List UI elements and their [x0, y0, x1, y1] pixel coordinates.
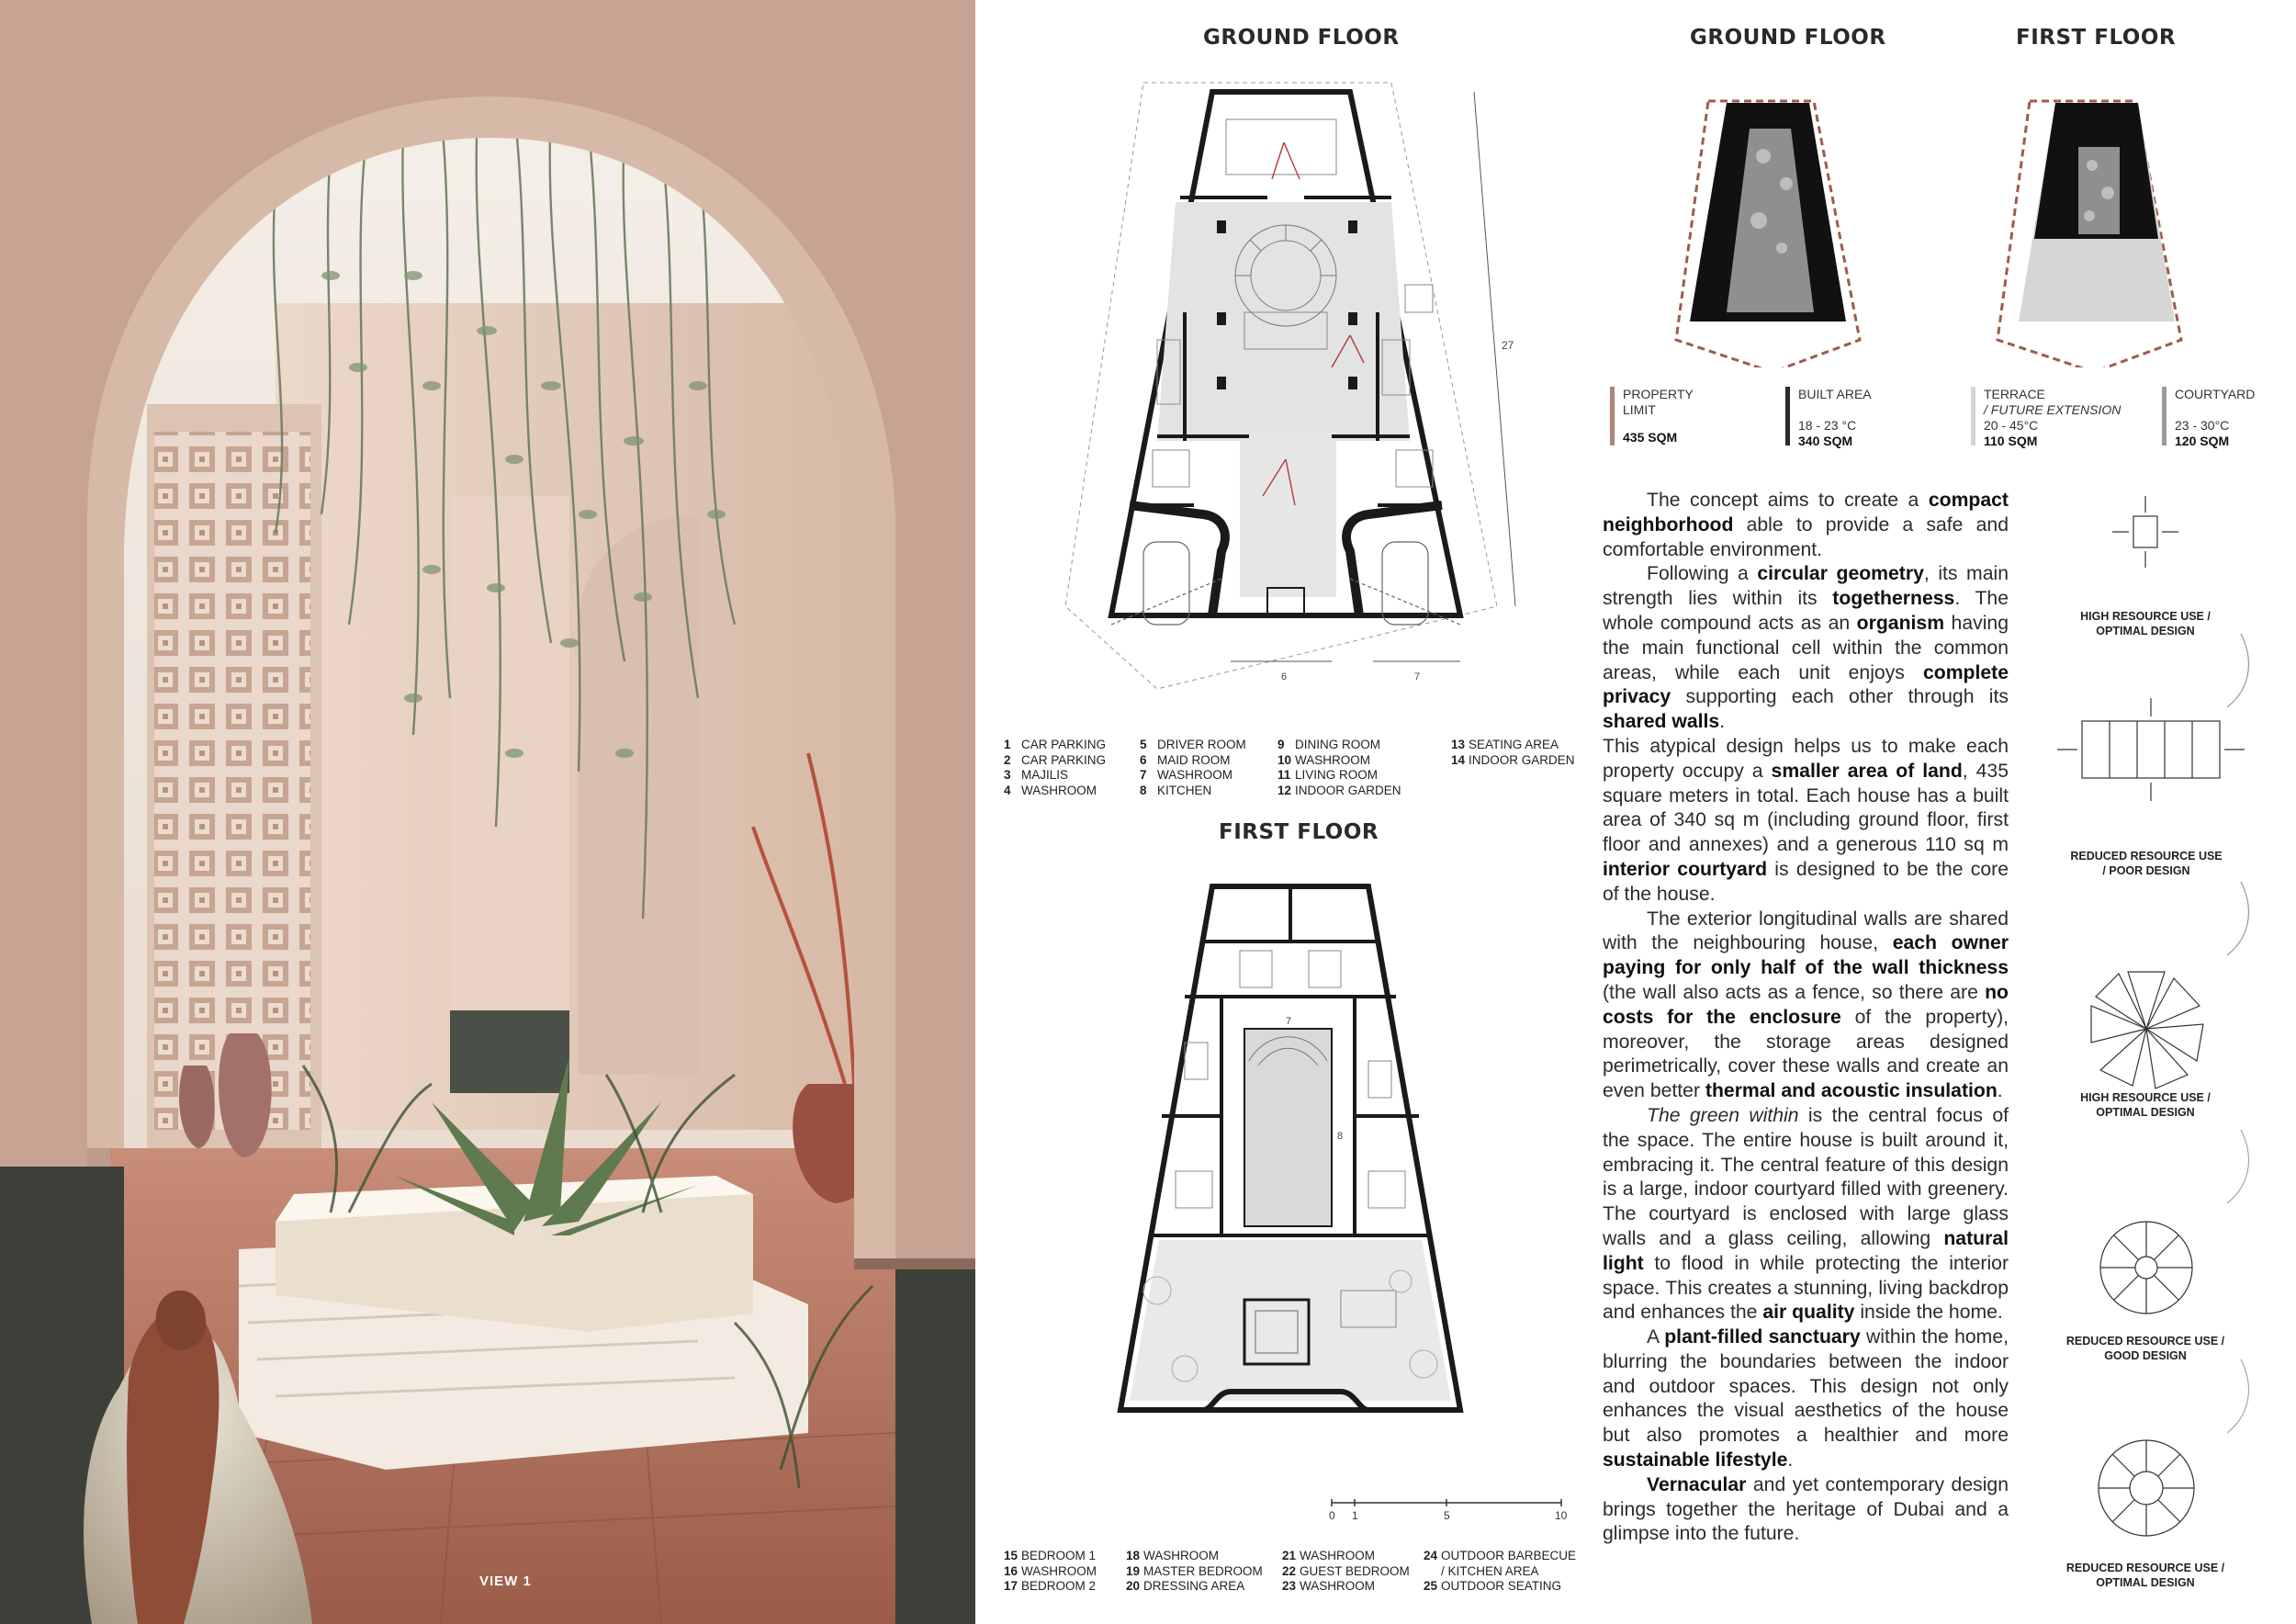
- legend-item: 1 CAR PARKING: [1004, 738, 1107, 751]
- zone-swatch: [1610, 387, 1615, 445]
- ground-floor-title: GROUND FLOOR: [1203, 26, 1400, 50]
- legend-item: 6 MAID ROOM: [1140, 752, 1231, 767]
- zoning-ground-diagram: [1671, 92, 1874, 367]
- view-label: VIEW 1: [479, 1573, 532, 1589]
- diagram-label: HIGH RESOURCE USE / OPTIMAL DESIGN: [2080, 610, 2211, 637]
- first-floor-title: FIRST FLOOR: [1219, 820, 1379, 844]
- legend-item: 12 INDOOR GARDEN: [1277, 783, 1401, 797]
- zoning-first-diagram: [1993, 92, 2195, 367]
- paragraph: Following a circular geometry, its main strength lies within its togetherness. The whole compound acts as an organism having the main functional cell within the common areas, while each unit enjoys complete privacy supporting each other through its shared walls.: [1603, 563, 2009, 733]
- legend-col-3: [1282, 1549, 1410, 1595]
- scale-tick: 5: [1444, 1509, 1450, 1522]
- diagram-label: REDUCED RESOURCE USE / GOOD DESIGN: [2065, 1335, 2225, 1362]
- legend-col-4: [1424, 1549, 1576, 1595]
- legend-item: 15 BEDROOM 1: [1004, 1549, 1097, 1562]
- paragraph: The exterior longitudinal walls are shared with the neighbouring house, each owner paying for only half of the wall thickness (the wall also acts as a fence, so there are no costs for the enclosure of the property), moreover, the storage areas designed perimetrically, cover these walls and create an even better thermal and acoustic insulation.: [1603, 908, 2009, 1102]
- dim-first-side: 8: [1337, 1131, 1344, 1142]
- zone-item-property: PROPERTY LIMIT 435 SQM: [1610, 387, 1694, 445]
- legend-item: 25 OUTDOOR SEATING: [1424, 1579, 1562, 1593]
- legend-col-2: [1140, 738, 1246, 798]
- legend-item: / KITCHEN AREA: [1441, 1563, 1539, 1578]
- legend-item: 14 INDOOR GARDEN: [1451, 752, 1575, 767]
- legend-item: 4 WASHROOM: [1004, 783, 1097, 797]
- zone-item-courtyard: COURTYARD 23 - 30°C 120 SQM: [2162, 387, 2255, 449]
- legend-item: 13 SEATING AREA: [1451, 738, 1559, 751]
- legend-item: 22 GUEST BEDROOM: [1282, 1563, 1410, 1578]
- zone-swatch: [2162, 387, 2167, 445]
- zone-item-built: BUILT AREA 18 - 23 °C 340 SQM: [1785, 387, 1872, 449]
- dim-width-a: 6: [1281, 671, 1288, 682]
- legend-item: 7 WASHROOM: [1140, 768, 1232, 782]
- legend-item: 21 WASHROOM: [1282, 1549, 1375, 1562]
- legend-item: 18 WASHROOM: [1126, 1549, 1219, 1562]
- ground-floor-plan: [1056, 64, 1534, 698]
- legend-col-3: [1277, 738, 1401, 798]
- zone-swatch: [1971, 387, 1975, 445]
- diagram-label: REDUCED RESOURCE USE / OPTIMAL DESIGN: [2065, 1562, 2225, 1589]
- zone-swatch: [1785, 387, 1790, 445]
- dim-width-b: 7: [1414, 671, 1421, 682]
- legend-item: 2 CAR PARKING: [1004, 752, 1107, 767]
- paragraph: The concept aims to create a compact neighborhood able to provide a safe and comfortable environment.: [1603, 490, 2009, 560]
- legend-item: 5 DRIVER ROOM: [1140, 738, 1246, 751]
- dim-first: 7: [1286, 1016, 1292, 1027]
- diagram-label: REDUCED RESOURCE USE / POOR DESIGN: [2070, 850, 2223, 877]
- paragraph: A plant-filled sanctuary within the home, blurring the boundaries between the indoor and outdoor spaces. This design not only enhances the visual aesthetics of the house but also promotes a healthier and more sustainable lifestyle.: [1603, 1326, 2009, 1472]
- scale-tick: 0: [1329, 1509, 1335, 1522]
- render-illustration: [0, 0, 975, 1624]
- legend-item: 19 MASTER BEDROOM: [1126, 1563, 1263, 1578]
- legend-item: 10 WASHROOM: [1277, 752, 1370, 767]
- legend-col-1: [1004, 1549, 1097, 1595]
- scale-tick: 1: [1352, 1509, 1358, 1522]
- first-floor-plan: [1075, 877, 1488, 1447]
- concept-text: [1603, 489, 2009, 1547]
- legend-item: 24 OUTDOOR BARBECUE: [1424, 1549, 1577, 1562]
- legend-item: 17 BEDROOM 2: [1004, 1579, 1097, 1593]
- paragraph: The green within is the central focus of the space. The entire house is built around it, embracing it. The central feature of this design is a large, indoor courtyard filled with greenery. The courtyard is enclosed with large glass walls and a glass ceiling, allowing natural light to flood in while protecting the interior space. This creates a stunning, living backdrop and enhances the air quality inside the home.: [1603, 1104, 2009, 1324]
- paragraph: Vernacular and yet contemporary design brings together the heritage of Dubai and a glimpse into the future.: [1603, 1473, 2009, 1545]
- legend-item: 20 DRESSING AREA: [1126, 1579, 1245, 1593]
- legend-item: 23 WASHROOM: [1282, 1579, 1375, 1593]
- resource-diagrams: [2057, 496, 2287, 1617]
- scale-tick: 10: [1555, 1509, 1568, 1522]
- legend-item: 16 WASHROOM: [1004, 1563, 1097, 1578]
- legend-col-1: [1004, 738, 1106, 798]
- legend-col-4: [1451, 738, 1575, 768]
- paragraph: This atypical design helps us to make each property occupy a smaller area of land, 435 square meters in total. Each house has a built area of 340 sq m (including ground floor, first floor and annexes) and a generous 110 sq m interior courtyard is designed to be the core of the house.: [1603, 735, 2009, 905]
- zone-item-terrace: TERRACE / FUTURE EXTENSION 20 - 45°C 110 SQM: [1971, 387, 2121, 449]
- legend-item: 11 LIVING ROOM: [1277, 768, 1379, 782]
- legend-item: 8 KITCHEN: [1140, 783, 1212, 797]
- zoning-first-title: FIRST FLOOR: [2016, 26, 2177, 50]
- diagram-label: HIGH RESOURCE USE / OPTIMAL DESIGN: [2080, 1091, 2211, 1119]
- legend-item: 9 DINING ROOM: [1277, 738, 1380, 751]
- scale-bar: [1327, 1495, 1575, 1528]
- dim-total: 27: [1502, 339, 1514, 352]
- courtyard-render: [0, 0, 975, 1624]
- legend-col-2: [1126, 1549, 1263, 1595]
- zoning-ground-title: GROUND FLOOR: [1690, 26, 1886, 50]
- legend-item: 3 MAJILIS: [1004, 768, 1069, 782]
